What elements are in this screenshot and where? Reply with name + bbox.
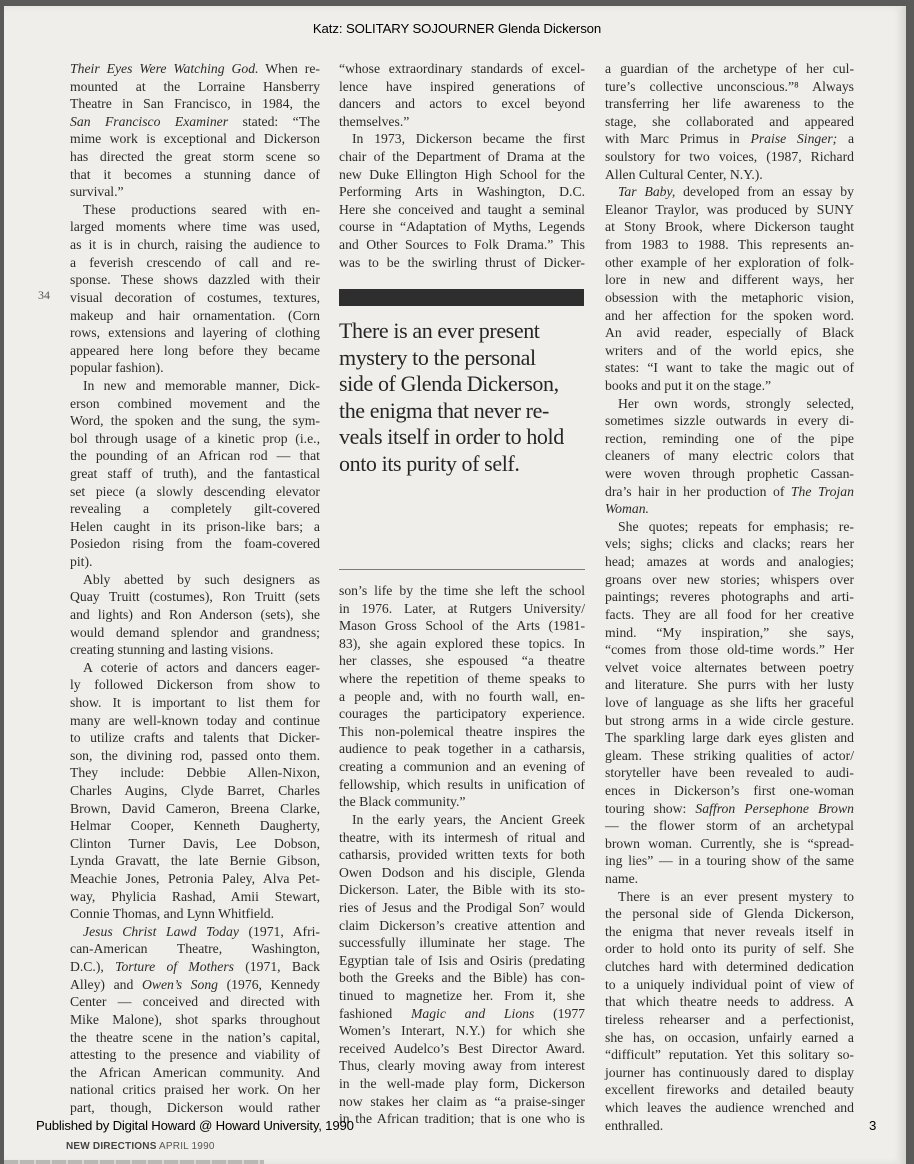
text-line: Performing Arts in Washington, D.C. <box>339 184 585 200</box>
text-line: vels; sighs; clicks and clacks; rears her <box>605 536 854 552</box>
text-line: from 1983 to 1988. This represents an- <box>605 237 854 253</box>
text-line: a feverish crescendo of call and re- <box>70 254 320 270</box>
text-line: dancers and actors to excel beyond <box>339 96 585 112</box>
text-line: a people and, with no fourth wall, en- <box>339 688 585 704</box>
page-bottom-strip <box>4 1160 264 1164</box>
text-line: head; amazes at words and analogies; <box>605 554 854 570</box>
text-line: In 1973, Dickerson became the first <box>352 131 585 147</box>
text-line: appeared here long before they became <box>70 342 320 358</box>
text-line: paintings; reveres photographs and arti- <box>605 589 854 605</box>
text-line: D.C.), Torture of Mothers (1971, Back <box>70 959 320 975</box>
text-line: audience to peak together in a catharsis, <box>339 741 585 757</box>
text-line: dra’s hair in her production of The Trojan <box>605 483 854 499</box>
text-line: excellent fireworks and detailed beauty <box>605 1082 854 1098</box>
text-line: velvet voice alternates between poetry <box>605 659 854 675</box>
text-line: Meachie Jones, Petronia Paley, Alva Pet- <box>70 871 320 887</box>
text-line: to utilize crafts and talents that Dicker- <box>70 730 320 746</box>
text-line: Jesus Christ Lawd Today (1971, Afri- <box>83 923 320 939</box>
text-line: course in “Adaptation of Myths, Legends <box>339 219 585 235</box>
text-line: the personal side of Glenda Dickerson, <box>605 906 854 922</box>
text-line: erson combined movement and the <box>70 395 320 411</box>
text-line: rection, reminding one of the pipe <box>605 430 854 446</box>
publisher-credit: Published by Digital Howard @ Howard University, 1990 <box>36 1118 354 1133</box>
text-line: states: “I want to take the magic out of <box>605 360 854 376</box>
text-line: were woven through prophetic Cassan- <box>605 466 854 482</box>
text-line: “whose extraordinary standards of excel- <box>339 61 585 76</box>
text-line: bol through usage of a kinetic prop (i.e., <box>70 430 320 446</box>
text-line: makeup and hair ornamentation. (Corn <box>70 307 320 323</box>
text-line: with Marc Primus in Praise Singer; a <box>605 131 855 147</box>
text-line: and her affection for the spoken word. <box>605 307 854 323</box>
text-line: brown woman. Currently, she is “spread- <box>605 835 854 851</box>
text-line: Lynda Gravatt, the late Bernie Gibson, <box>70 853 320 869</box>
text-line: visual decoration of costumes, textures, <box>70 289 320 305</box>
text-line: Here she conceived and taught a seminal <box>339 201 585 217</box>
text-line: Word, the spoken and the sung, the sym- <box>70 413 320 429</box>
text-line: at Stony Brook, where Dickerson taught <box>605 219 854 235</box>
page-number: 3 <box>869 1118 877 1133</box>
text-line: Ably abetted by such designers as <box>83 571 320 587</box>
text-line: the pounding of an African rod — that <box>70 448 320 464</box>
text-line: which leaves the audience wrenched and <box>605 1099 854 1115</box>
margin-folio: 34 <box>38 288 50 302</box>
text-line: that it becomes a stunning dance of <box>70 166 320 182</box>
text-line: the enigma that never reveals itself in <box>605 923 854 939</box>
text-line: in the African tradition; that is one who is <box>339 1111 585 1127</box>
magazine-date: APRIL 1990 <box>159 1141 215 1152</box>
text-line: She quotes; repeats for emphasis; re- <box>618 518 854 534</box>
text-line: has directed the great storm scene so <box>70 149 320 165</box>
text-line: attesting to the presence and viability of <box>70 1047 320 1063</box>
text-line: Woman. <box>605 501 649 517</box>
text-line: In the early years, the Ancient Greek <box>352 811 585 827</box>
text-line: the Black community.” <box>339 794 466 810</box>
text-line: transferring her life awareness to the <box>605 96 854 112</box>
text-line: An avid reader, especially of Black <box>605 325 854 341</box>
text-line: both the Greeks and the Bible) has con- <box>339 970 585 986</box>
text-line: was to be the swirling thrust of Dicker- <box>339 254 585 270</box>
text-line: They include: Debbie Allen-Nixon, <box>70 765 320 781</box>
text-line: catharsis, provided written texts for both <box>339 847 585 863</box>
text-line: love of language as she lifts her graceful <box>605 694 854 710</box>
text-line: a guardian of the archetype of her cul- <box>605 61 854 76</box>
text-line: successfully illuminate her stage. The <box>339 935 585 951</box>
text-line: that which theatre needs to address. A <box>605 994 854 1010</box>
text-line: popular fashion). <box>70 360 164 376</box>
text-line: way, Phylicia Rashad, Amii Stewart, <box>70 888 320 904</box>
text-line: survival.” <box>70 184 124 200</box>
text-line: Helmar Cooper, Kenneth Daugherty, <box>70 818 320 834</box>
text-line: in 1976. Later, at Rutgers University/ <box>339 600 585 616</box>
text-line: courages the participatory experience. <box>339 706 585 722</box>
text-line: A coterie of actors and dancers eager- <box>83 659 320 675</box>
pull-quote <box>339 318 589 477</box>
text-line: touring show: Saffron Persephone Brown <box>605 800 854 816</box>
magazine-name: NEW DIRECTIONS <box>66 1141 157 1152</box>
text-line: now stakes her claim as “a praise-singer <box>339 1093 585 1109</box>
text-line: There is an ever present mystery to <box>618 888 854 904</box>
text-line: and lights) and Ron Anderson (sets), she <box>70 606 320 622</box>
text-line: Alley) and Owen’s Song (1976, Kennedy <box>70 976 321 992</box>
text-line: storyteller have been revealed to audi- <box>605 765 854 781</box>
pull-quote-line: side of Glenda Dickerson, <box>339 371 559 396</box>
magazine-footer <box>66 1141 215 1152</box>
text-line: mime work is exceptional and Dickerson <box>70 131 320 147</box>
text-line: rows, extensions and layering of clothing <box>70 325 320 341</box>
text-line: — the flower storm of an archetypal <box>605 818 854 834</box>
text-line: would demand splendor and grandness; <box>70 624 320 640</box>
text-line: fellowship, which results in unification of <box>339 776 585 792</box>
text-line: she has, on occasion, unfairly earned a <box>605 1029 854 1045</box>
text-line: Thus, clearly moving away from interest <box>339 1058 585 1074</box>
text-line: received Audelco’s Best Director Award. <box>339 1040 585 1056</box>
text-line: Egyptian tale of Isis and Osiris (predating <box>339 952 585 968</box>
text-line: ly followed Dickerson from show to <box>70 677 320 693</box>
text-line: and literature. She purrs with her lusty <box>605 677 854 693</box>
text-line: part, though, Dickerson would rather <box>70 1099 320 1115</box>
article-column-3 <box>605 60 854 1134</box>
pull-quote-line: the enigma that never re- <box>339 397 549 423</box>
text-line: groans over new stories; whispers over <box>605 571 854 587</box>
text-line: books and put it on the stage.” <box>605 377 772 393</box>
text-line: creating a communion and an evening of <box>339 759 585 775</box>
article-column-2-top <box>339 60 585 271</box>
text-line: lence have inspired generations of <box>339 78 585 94</box>
text-line: fashioned Magic and Lions (1977 <box>339 1005 586 1021</box>
text-line: Clinton Turner Davis, Lee Dobson, <box>70 835 320 851</box>
text-line: as it is in church, raising the audience to <box>70 237 320 253</box>
text-line: claim Dickerson’s creative attention and <box>339 917 585 933</box>
text-line: “difficult” reputation. Yet this solitary so- <box>605 1047 854 1063</box>
pull-quote-rule <box>339 569 585 570</box>
text-line: facts. They are all food for her creative <box>605 606 854 622</box>
text-line: Her own words, strongly selected, <box>618 395 854 411</box>
text-line: Women’s Interart, N.Y.) for which she <box>339 1023 585 1039</box>
text-line: the theatre scene in the nation’s capital, <box>70 1029 320 1045</box>
text-line: tireless rehearser and a perfectionist, <box>605 1011 854 1027</box>
text-line: show. It is important to list them for <box>70 694 320 710</box>
text-line: set piece (a slowly descending elevator <box>70 483 320 499</box>
text-line: obsession with the metaphoric vision, <box>605 289 854 305</box>
text-line: clutches hard with determined dedication <box>605 959 854 975</box>
text-line: ences in Dickerson’s first one-woman <box>605 782 854 798</box>
text-line: writers and of the world epics, she <box>605 342 854 358</box>
text-line: son, the divining rod, passed onto them. <box>70 747 320 763</box>
text-line: Theatre in San Francisco, in 1984, the <box>70 96 320 112</box>
text-line: “comes from those old-time words.” Her <box>605 642 854 658</box>
text-line: the African American community. And <box>70 1064 320 1080</box>
text-line: Mason Gross School of the Arts (1981- <box>339 618 585 634</box>
text-line: 83), she again explored these topics. In <box>339 635 585 651</box>
text-line: name. <box>605 871 639 887</box>
text-line: many are well-known today and continue <box>70 712 320 728</box>
text-line: and Other Sources to Folk Drama.” This <box>339 237 585 253</box>
text-line: Connie Thomas, and Lynn Whitfield. <box>70 906 275 922</box>
text-line: These productions seared with en- <box>83 201 320 217</box>
text-line: In new and memorable manner, Dick- <box>83 377 320 393</box>
text-line: gleam. These striking qualities of actor/ <box>605 747 854 763</box>
pull-quote-line: onto its purity of self. <box>339 450 520 476</box>
text-line: ries of Jesus and the Prodigal Son⁷ would <box>339 899 585 915</box>
text-line: pit). <box>70 554 93 570</box>
text-line: Allen Cultural Center, N.Y.). <box>605 166 763 182</box>
text-line: other example of her exploration of folk- <box>605 254 854 270</box>
page-edge-shadow <box>898 6 906 1164</box>
text-line: Mike Malone), shot sparks throughout <box>70 1011 320 1027</box>
text-line: where the repetition of theme speaks to <box>339 671 585 687</box>
text-line: chair of the Department of Drama at the <box>339 149 585 165</box>
text-line: larged moments where time was used, <box>70 219 320 235</box>
text-line: mind. “My inspiration,” she says, <box>605 624 854 640</box>
text-line: Brown, David Cameron, Breena Clarke, <box>70 800 320 816</box>
text-line: sometimes sizzle outwards in every di- <box>605 413 854 429</box>
text-line: lore in new and different ways, her <box>605 272 854 288</box>
pull-quote-line: mystery to the personal <box>339 344 536 370</box>
text-line: mounted at the Lorraine Hansberry <box>70 78 320 94</box>
text-line: Tar Baby, developed from an essay by <box>618 184 854 200</box>
text-line: Owen Dodson and his disciple, Glenda <box>339 864 585 880</box>
text-line: in the well-made play form, Dickerson <box>339 1076 585 1092</box>
text-line: her classes, she espoused “a theatre <box>339 653 585 669</box>
article-column-1 <box>70 60 320 1117</box>
text-line: tinued to magnetize her. From it, she <box>339 988 585 1004</box>
text-line: themselves.” <box>339 113 410 129</box>
text-line: Center — conceived and directed with <box>70 994 320 1010</box>
text-line: soulstory for two voices, (1987, Richard <box>605 149 854 165</box>
text-line: journer has continuously dared to display <box>605 1064 854 1080</box>
text-line: order to hold onto its purity of self. She <box>605 941 854 957</box>
text-line: theatre, with its intermesh of ritual and <box>339 829 585 845</box>
text-line: national critics praised her work. On her <box>70 1082 320 1098</box>
text-line: The sparkling large dark eyes glisten and <box>605 730 854 746</box>
text-line: This non-polemical theatre inspires the <box>339 723 585 739</box>
text-line: San Francisco Examiner stated: “The <box>70 113 320 129</box>
pull-quote-bar <box>339 289 584 306</box>
pull-quote-line: veals itself in order to hold <box>339 424 564 449</box>
text-line: Their Eyes Were Watching God. When re- <box>70 61 320 76</box>
text-line: enthralled. <box>605 1117 664 1133</box>
text-line: stage, she collaborated and appeared <box>605 113 854 129</box>
article-column-2-bottom <box>339 582 585 1128</box>
text-line: revealing a completely gilt-covered <box>70 501 320 517</box>
text-line: but strong arms in a wide circle gesture. <box>605 712 854 728</box>
pull-quote-line: There is an ever present <box>339 318 540 343</box>
text-line: creating stunning and lasting visions. <box>70 642 274 658</box>
text-line: son’s life by the time she left the school <box>339 583 585 598</box>
text-line: Quay Truitt (costumes), Ron Truitt (sets <box>70 589 320 605</box>
text-line: new Duke Ellington High School for the <box>339 166 585 182</box>
text-line: Eleanor Traylor, was produced by SUNY <box>605 201 854 217</box>
text-line: Charles Augins, Clyde Barret, Charles <box>70 782 320 798</box>
text-line: Posiedon rising from the foam-covered <box>70 536 320 552</box>
text-line: Helen caught in its prison-like bars; a <box>70 518 320 534</box>
text-line: to a uniquely individual point of view of <box>605 976 854 992</box>
text-line: sponse. These shows dazzled with their <box>70 272 320 288</box>
running-head: Katz: SOLITARY SOJOURNER Glenda Dickerson <box>312 21 602 36</box>
text-line: Dickerson. Later, the Bible with its sto- <box>339 882 585 898</box>
text-line: great staff of truth), and the fantastical <box>70 466 320 482</box>
text-line: can-American Theatre, Washington, <box>70 941 320 957</box>
text-line: cleaners of many electric colors that <box>605 448 854 464</box>
text-line: ture’s collective unconscious.”⁸ Always <box>605 78 854 94</box>
text-line: ing lies” — in a touring show of the same <box>605 853 854 869</box>
